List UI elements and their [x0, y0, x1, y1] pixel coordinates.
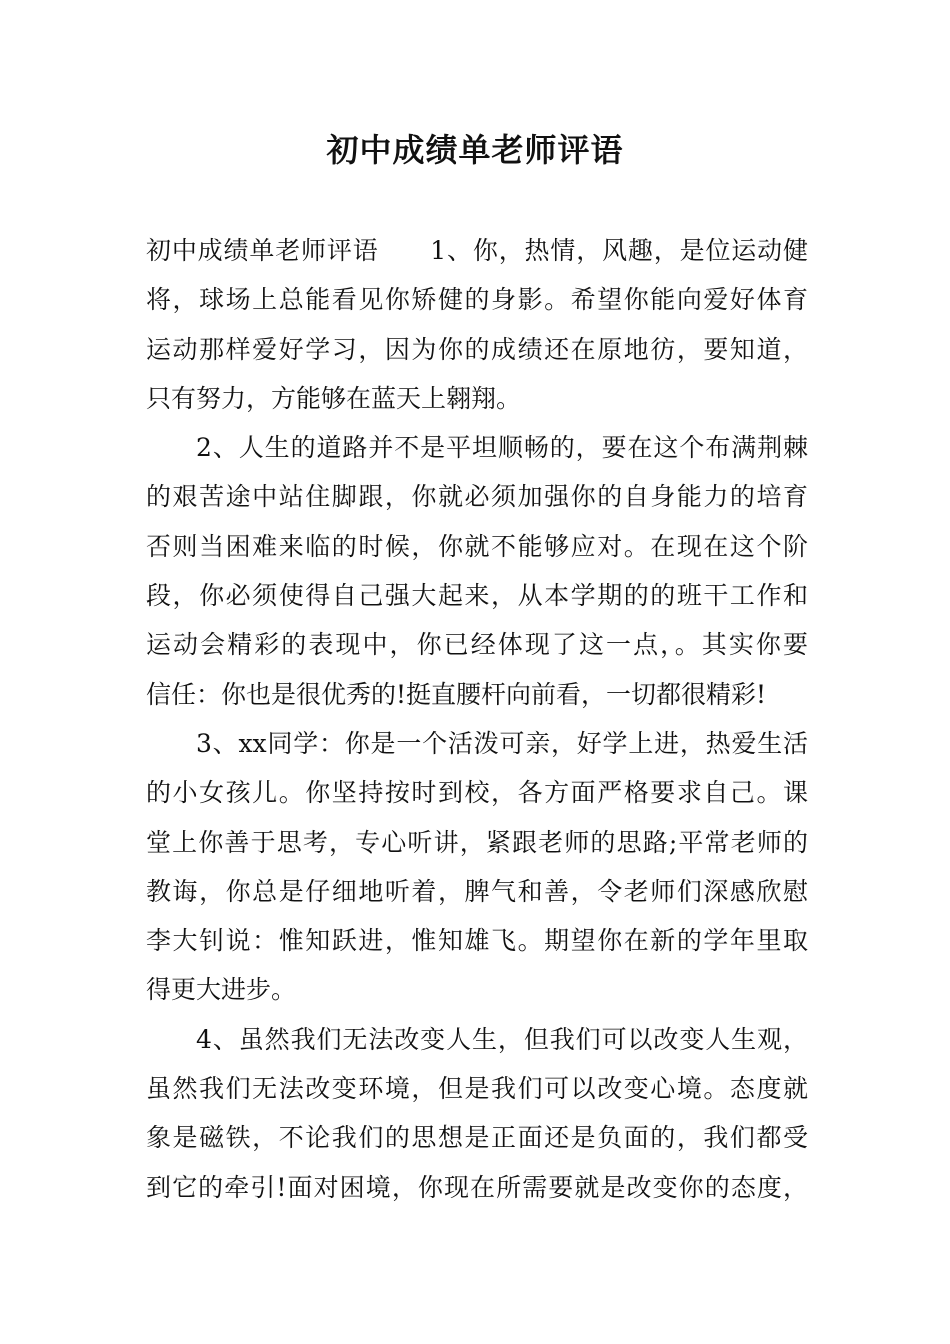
- document-body: [146, 226, 808, 1212]
- text-line: 否则当困难来临的时候，你就不能够应对。在现在这个阶: [146, 531, 808, 561]
- text-line: 得更大进步。: [146, 975, 297, 1005]
- text-line: 李大钊说：惟知跃进，惟知雄飞。期望你在新的学年里取: [146, 926, 808, 956]
- text-line: 段，你必须使得自己强大起来，从本学期的的班干工作和: [146, 581, 808, 611]
- text-line: 3、xx同学：你是一个活泼可亲，好学上进，热爱生活: [196, 728, 808, 758]
- text-line: 运动那样爱好学习，因为你的成绩还在原地彷，要知道，: [146, 334, 808, 364]
- text-line: 教诲，你总是仔细地听着，脾气和善，令老师们深感欣慰: [146, 876, 808, 906]
- text-line: 初中成绩单老师评语 1、你，热情，风趣，是位运动健: [146, 236, 808, 265]
- text-line: 2、人生的道路并不是平坦顺畅的，要在这个布满荆棘: [196, 433, 808, 463]
- text-line: 堂上你善于思考，专心听讲，紧跟老师的思路;平常老师的: [146, 827, 808, 857]
- text-line: 只有努力，方能够在蓝天上翱翔。: [146, 383, 522, 413]
- document-title: 初中成绩单老师评语: [326, 131, 624, 169]
- text-line: 将，球场上总能看见你矫健的身影。希望你能向爱好体育: [146, 285, 808, 315]
- text-line: 的艰苦途中站住脚跟，你就必须加强你的自身能力的培育: [146, 482, 808, 512]
- text-line: 虽然我们无法改变环境，但是我们可以改变心境。态度就: [146, 1074, 808, 1104]
- text-line: 到它的牵引!面对困境，你现在所需要就是改变你的态度，: [146, 1172, 808, 1202]
- text-line: 4、虽然我们无法改变人生，但我们可以改变人生观，: [196, 1024, 808, 1054]
- text-line: 的小女孩儿。你坚持按时到校，各方面严格要求自己。课: [146, 778, 808, 808]
- text-line: 信任：你也是很优秀的!挺直腰杆向前看，一切都很精彩!: [146, 679, 767, 709]
- text-line: 象是磁铁，不论我们的思想是正面还是负面的，我们都受: [146, 1123, 808, 1153]
- text-line: 运动会精彩的表现中，你已经体现了这一点，。其实你要: [146, 630, 808, 660]
